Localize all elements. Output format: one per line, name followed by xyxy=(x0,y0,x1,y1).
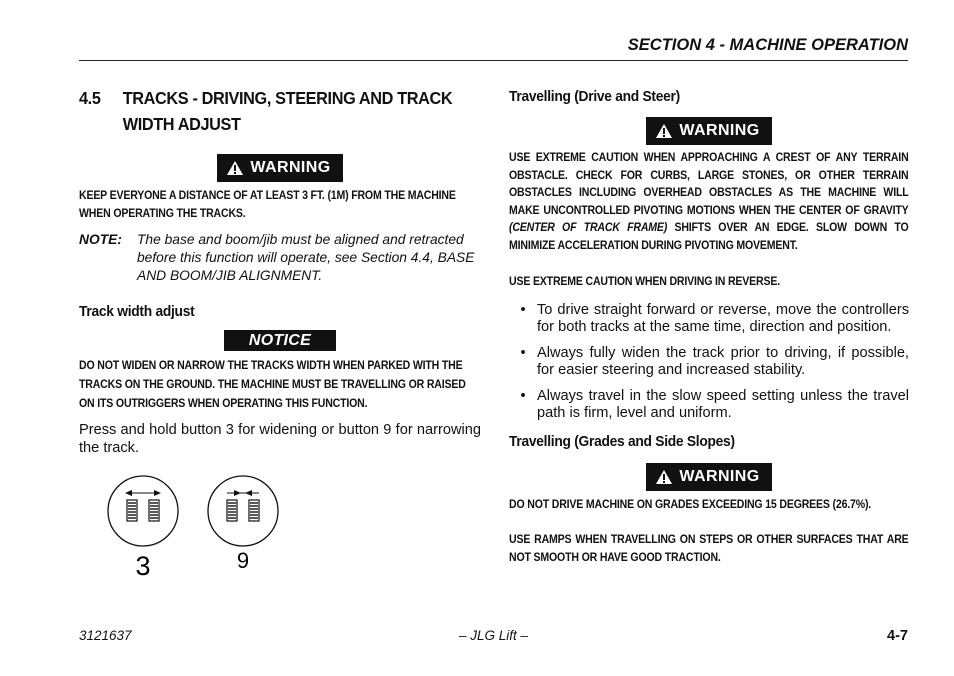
section-title: TRACKS - DRIVING, STEERING AND TRACK WIDTH ADJUST xyxy=(122,88,453,134)
drive-warning-part-2: (CENTER OF TRACK FRAME) xyxy=(509,220,668,235)
track-buttons-figure xyxy=(105,471,295,581)
right-column xyxy=(509,86,909,566)
button-9-label: 9 xyxy=(236,548,250,573)
warning-text: KEEP EVERYONE A DISTANCE OF AT LEAST 3 FT. (1M) FROM THE MACHINE WHEN OPERATING THE TRACKS. xyxy=(79,188,456,220)
notice-badge: NOTICE xyxy=(224,330,336,351)
page-header-title: SECTION 4 - MACHINE OPERATION xyxy=(627,36,908,54)
bullet-icon: • xyxy=(520,387,526,404)
drive-warning-part-3: SHIFTS OVER AN EDGE. SLOW DOWN TO MINIMIZE ACCELERATION DURING PIVOTING MOVEMENT. xyxy=(509,220,909,252)
note xyxy=(79,231,481,285)
notice-banner xyxy=(79,330,481,351)
section-heading xyxy=(79,85,481,137)
warning-triangle-icon xyxy=(226,160,244,176)
bullet-text: Always fully widen the track prior to driving, if possible, for easier steering and increased stability. xyxy=(537,344,909,379)
bullet-text: Always travel in the slow speed setting unless the travel path is firm, level and uniform. xyxy=(537,387,909,422)
bullet-icon: • xyxy=(520,344,526,361)
page-number: 4-7 xyxy=(887,628,908,644)
track-width-heading: Track width adjust xyxy=(79,303,195,320)
list-item xyxy=(509,302,909,337)
warning-badge xyxy=(218,155,341,181)
press-instruction: Press and hold button 3 for widening or button 9 for narrowing the track. xyxy=(79,422,481,456)
bullet-text: To drive straight forward or reverse, move the controllers for both tracks at the same time, direction and position. xyxy=(537,301,909,336)
ramps-warning-text: USE RAMPS WHEN TRAVELLING ON STEPS OR OTHER SURFACES THAT ARE NOT SMOOTH OR HAVE GOOD TRACTION. xyxy=(509,531,909,564)
warning-triangle-icon xyxy=(655,469,673,485)
bullet-icon: • xyxy=(520,301,526,318)
grades-warning-banner xyxy=(509,464,909,490)
grades-warning-text: DO NOT DRIVE MACHINE ON GRADES EXCEEDING 15 DEGREES (26.7%). xyxy=(509,496,872,511)
list-item xyxy=(509,345,909,380)
note-text: The base and boom/jib must be aligned and retracted before this function will operate, see Section 4.4, BASE AND BOOM/JIB ALIGNMENT. xyxy=(137,232,475,283)
warning-triangle-icon xyxy=(655,123,673,139)
header-rule xyxy=(79,60,908,61)
left-column xyxy=(79,86,481,581)
drive-bullets xyxy=(509,302,909,423)
drive-warning-part-1: USE EXTREME CAUTION WHEN APPROACHING A CREST OF ANY TERRAIN OBSTACLE. CHECK FOR CURBS, LARGE STONES, OR OTHER TERRAIN OBSTACLES INCLUDING OVERHEAD OBSTACLES AS THE MACHINE WILL MAKE UNCONTROLLED PIVOTING MOTIONS WHEN THE CENTER OF GRAVITY xyxy=(509,150,909,217)
document-number: 3121637 xyxy=(79,628,132,643)
grades-heading: Travelling (Grades and Side Slopes) xyxy=(509,432,735,450)
warning-label: WARNING xyxy=(679,467,760,485)
warning-label: WARNING xyxy=(250,159,331,176)
note-label: NOTE: xyxy=(79,232,122,247)
drive-warning-text xyxy=(509,149,909,255)
warning-badge xyxy=(647,118,770,144)
section-number: 4.5 xyxy=(79,88,101,108)
list-item xyxy=(509,388,909,423)
button-9-icon xyxy=(208,476,278,546)
publisher: – JLG Lift – xyxy=(458,628,529,643)
button-3-icon xyxy=(108,476,178,546)
drive-warning-banner xyxy=(509,118,909,144)
warning-banner xyxy=(79,155,481,181)
notice-text: DO NOT WIDEN OR NARROW THE TRACKS WIDTH WHEN PARKED WITH THE TRACKS ON THE GROUND. THE MACHINE MUST BE TRAVELLING OR RAISED ON ITS OUTRIGGERS WHEN OPERATING THIS FUNCTION. xyxy=(79,358,466,410)
warning-badge xyxy=(647,464,770,490)
button-3-label: 3 xyxy=(135,551,151,581)
page-footer xyxy=(79,628,908,648)
reverse-warning-text: USE EXTREME CAUTION WHEN DRIVING IN REVERSE. xyxy=(509,273,780,288)
warning-label: WARNING xyxy=(679,122,760,139)
drive-steer-heading: Travelling (Drive and Steer) xyxy=(509,88,680,105)
